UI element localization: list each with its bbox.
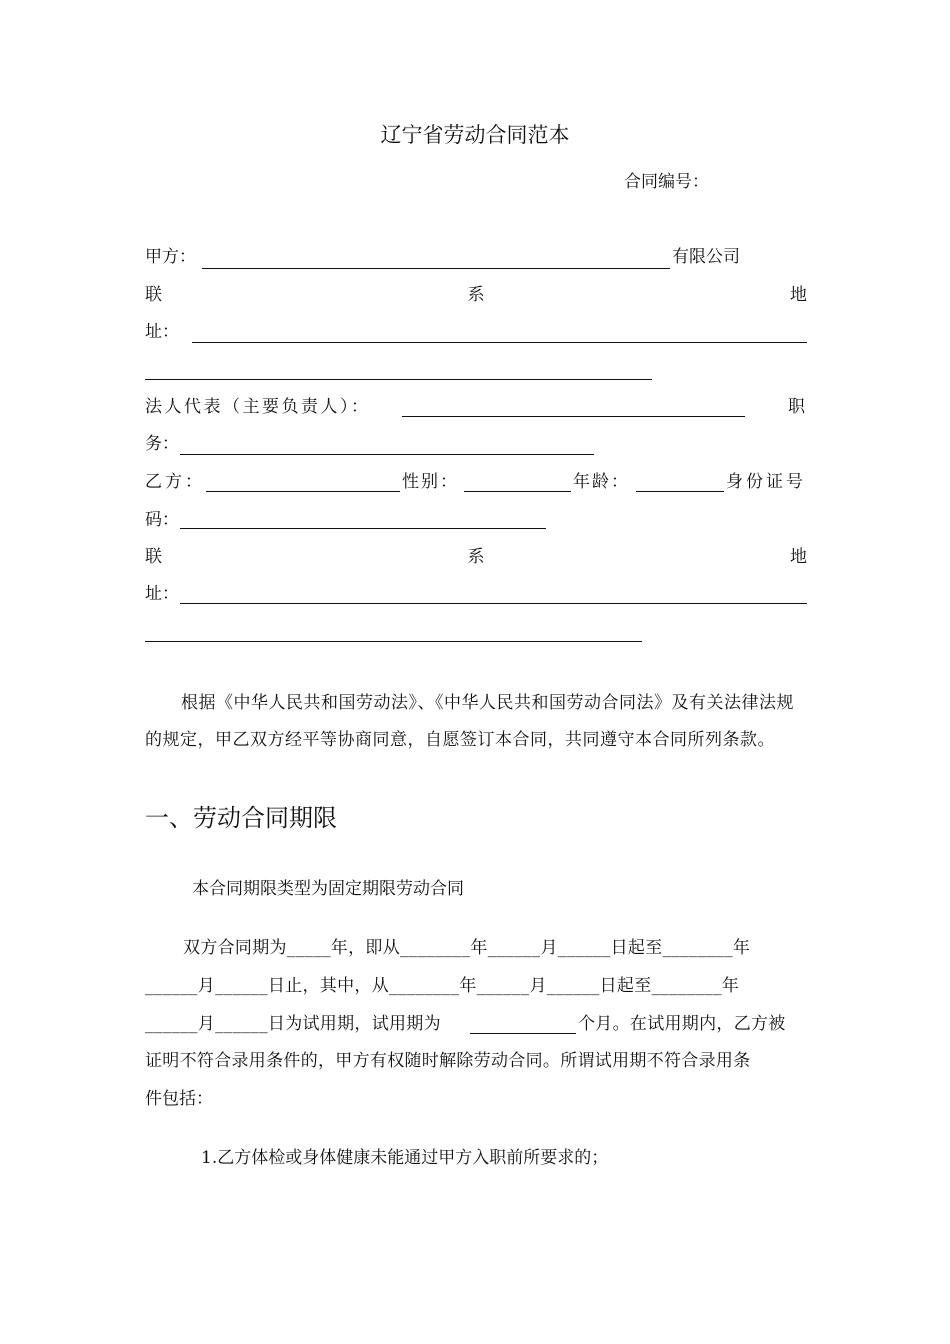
page-title: 辽宁省劳动合同范本: [380, 123, 570, 147]
party-a-address-label-spread: [145, 285, 807, 305]
term-line-3b: 个月。在试用期内，乙方被: [578, 1014, 786, 1034]
party-a-address-char-2: 系: [467, 285, 485, 305]
intro-paragraph: 根据《中华人民共和国劳动法》、《中华人民共和国劳动合同法》及有关法律法规的规定，甲乙双方经平等协商同意，自愿签订本合同，共同遵守本合同所列条款。: [145, 693, 794, 750]
party-b-name-blank[interactable]: [206, 491, 400, 492]
probation-months-blank[interactable]: [470, 1033, 576, 1034]
legal-rep-label: 法人代表（主要负责人）：: [145, 397, 371, 417]
id-number-label: 身份证号: [726, 472, 806, 492]
term-line-1: 双方合同期为_____年，即从________年______月______日起至________年: [183, 938, 751, 958]
term-line-5: 件包括：: [145, 1089, 213, 1109]
term-line-3a: ______月______日为试用期，试用期为: [145, 1014, 441, 1034]
party-a-name-blank[interactable]: [202, 268, 670, 269]
position-label-tail: 务：: [145, 434, 179, 454]
term-line-2: ______月______日止，其中，从________年______月______日起至________年: [145, 976, 740, 996]
party-a-address-char-3: 地: [790, 285, 807, 305]
gender-label: 性别：: [402, 472, 459, 492]
party-b-address-char-2: 系: [467, 547, 485, 567]
id-number-tail: 码：: [145, 510, 179, 530]
id-number-blank[interactable]: [180, 528, 546, 529]
party-a-address-blank-2[interactable]: [145, 379, 652, 380]
party-a-label: 甲方：: [145, 247, 196, 267]
party-b-address-blank-1[interactable]: [180, 603, 807, 604]
party-b-address-tail: 址：: [145, 584, 179, 604]
party-b-label: 乙方：: [145, 472, 205, 492]
condition-item-1: 1.乙方体检或身体健康未能通过甲方入职前所要求的；: [201, 1148, 609, 1168]
party-a-address-tail: 址：: [145, 322, 179, 342]
party-b-address-label-spread: [145, 547, 807, 567]
contract-type-line: 本合同期限类型为固定期限劳动合同: [192, 879, 464, 899]
legal-rep-blank[interactable]: [402, 416, 745, 417]
party-a-suffix: 有限公司: [672, 247, 740, 267]
party-b-address-char-1: 联: [145, 547, 162, 567]
party-b-address-blank-2[interactable]: [145, 641, 642, 642]
age-blank[interactable]: [636, 491, 724, 492]
section-1-heading: 一、劳动合同期限: [145, 804, 337, 832]
party-a-address-char-1: 联: [145, 285, 162, 305]
position-blank[interactable]: [180, 454, 594, 455]
position-label-head: 职: [788, 397, 805, 417]
gender-blank[interactable]: [464, 491, 571, 492]
party-a-address-blank-1[interactable]: [192, 342, 807, 343]
contract-number-label: 合同编号：: [624, 172, 709, 192]
term-line-4: 证明不符合录用条件的，甲方有权随时解除劳动合同。所谓试用期不符合录用条: [145, 1051, 751, 1071]
party-b-address-char-3: 地: [790, 547, 807, 567]
age-label: 年龄：: [573, 472, 630, 492]
